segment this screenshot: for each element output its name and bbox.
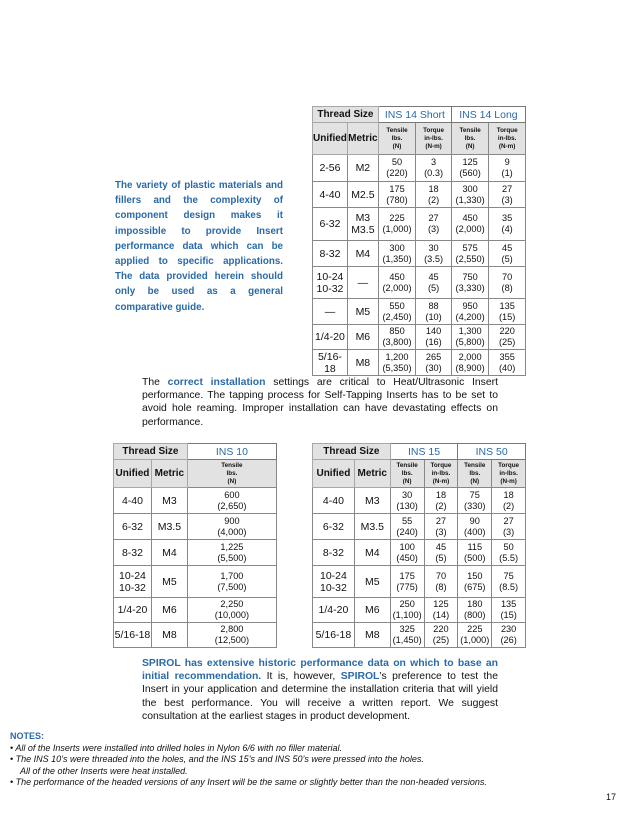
thread-size-header: Thread Size: [313, 107, 379, 123]
value-cell: 115 (500): [458, 540, 492, 566]
unified-cell: 10-24 10-32: [114, 566, 152, 598]
value-cell: 27 (3): [416, 208, 452, 241]
metric-cell: M3: [354, 488, 390, 514]
metric-cell: M4: [347, 241, 378, 267]
table-row: [313, 182, 526, 208]
metric-cell: M4: [354, 540, 390, 566]
value-cell: 950 (4,200): [451, 299, 488, 325]
value-cell: 450 (2,000): [378, 267, 415, 299]
table-row: [313, 241, 526, 267]
ins50-header: INS 50: [458, 444, 526, 460]
metric-cell: M6: [151, 598, 187, 623]
unified-cell: 8-32: [313, 540, 355, 566]
value-cell: 9 (1): [489, 155, 526, 182]
table-row: [313, 325, 526, 350]
metric-cell: M8: [151, 623, 187, 648]
table-row: [114, 514, 277, 540]
ins14-short-header: INS 14 Short: [378, 107, 451, 123]
table-row: [114, 623, 277, 648]
metric-cell: M5: [354, 566, 390, 598]
intro-paragraph: The variety of plastic materials and fillers and the complexity of component design makes it impossible to provide Insert performance data which can be applied to specific applications. The data provided herein should only be used as a general comparative guide.: [115, 180, 283, 313]
value-cell: 45 (5): [424, 540, 458, 566]
unified-cell: 10-24 10-32: [313, 267, 348, 299]
value-cell: 250 (1,100): [390, 598, 424, 623]
ins15-header: INS 15: [390, 444, 458, 460]
value-cell: 450 (2,000): [451, 208, 488, 241]
unified-cell: 1/4-20: [313, 325, 348, 350]
spirol-brand: SPIROL: [340, 671, 380, 683]
value-cell: 30 (130): [390, 488, 424, 514]
metric-cell: M2.5: [347, 182, 378, 208]
unified-cell: 4-40: [114, 488, 152, 514]
metric-cell: M2: [347, 155, 378, 182]
ins14-performance-table: [312, 106, 526, 376]
ins15-ins50-performance-table: [312, 443, 526, 648]
value-cell: 220 (25): [489, 325, 526, 350]
value-cell: 2,000 (8,900): [451, 350, 488, 376]
value-cell: 30 (3.5): [416, 241, 452, 267]
metric-cell: M8: [354, 623, 390, 648]
table-row: [313, 299, 526, 325]
ins10-performance-table: [113, 443, 277, 648]
unified-cell: 5/16-18: [114, 623, 152, 648]
value-cell: 140 (16): [416, 325, 452, 350]
unified-header: Unified: [313, 460, 355, 488]
value-cell: 50 (5.5): [492, 540, 526, 566]
table-row: [313, 208, 526, 241]
value-cell: 55 (240): [390, 514, 424, 540]
value-cell: 135 (15): [492, 598, 526, 623]
value-cell: 600 (2,650): [187, 488, 276, 514]
table-row: [313, 540, 526, 566]
value-cell: 575 (2,550): [451, 241, 488, 267]
col-label: Torque in-lbs. (N-m): [416, 123, 452, 155]
value-cell: 225 (1,000): [378, 208, 415, 241]
col-label: Torque in-lbs. (N-m): [492, 460, 526, 488]
thread-size-header: Thread Size: [313, 444, 391, 460]
thread-size-header: Thread Size: [114, 444, 188, 460]
metric-cell: M6: [354, 598, 390, 623]
table-row: [313, 155, 526, 182]
unified-cell: —: [313, 299, 348, 325]
value-cell: 230 (26): [492, 623, 526, 648]
ins10-header: INS 10: [187, 444, 276, 460]
metric-cell: M3.5: [151, 514, 187, 540]
page-number: 17: [605, 792, 616, 802]
notes-section: [10, 731, 625, 789]
note-item: • The INS 10’s were threaded into the holes, and the INS 15’s and INS 50’s were pressed into the holes.: [10, 754, 424, 765]
unified-cell: 5/16-18: [313, 350, 348, 376]
value-cell: 100 (450): [390, 540, 424, 566]
spirol-brand: SPIROL: [142, 658, 181, 669]
unified-cell: 8-32: [114, 540, 152, 566]
value-cell: 220 (25): [424, 623, 458, 648]
value-cell: 900 (4,000): [187, 514, 276, 540]
value-cell: 135 (15): [489, 299, 526, 325]
note-item: All of the other Inserts were heat installed.: [20, 765, 188, 776]
value-cell: 3 (0.3): [416, 155, 452, 182]
value-cell: 180 (800): [458, 598, 492, 623]
value-cell: 300 (1,330): [451, 182, 488, 208]
unified-cell: 6-32: [313, 514, 355, 540]
metric-cell: M4: [151, 540, 187, 566]
metric-header: Metric: [151, 460, 187, 488]
value-cell: 70 (8): [489, 267, 526, 299]
value-cell: 850 (3,800): [378, 325, 415, 350]
col-label: Torque in-lbs. (N-m): [424, 460, 458, 488]
unified-cell: 6-32: [114, 514, 152, 540]
value-cell: 175 (780): [378, 182, 415, 208]
value-cell: 50 (220): [378, 155, 415, 182]
col-label: Torque in-lbs. (N-m): [489, 123, 526, 155]
value-cell: 2,800 (12,500): [187, 623, 276, 648]
metric-cell: M8: [347, 350, 378, 376]
value-cell: 150 (675): [458, 566, 492, 598]
value-cell: 18 (2): [416, 182, 452, 208]
value-cell: 2,250 (10,000): [187, 598, 276, 623]
value-cell: 75 (8.5): [492, 566, 526, 598]
metric-cell: M5: [347, 299, 378, 325]
value-cell: 35 (4): [489, 208, 526, 241]
table-row: [114, 540, 277, 566]
unified-header: Unified: [313, 123, 348, 155]
value-cell: 70 (8): [424, 566, 458, 598]
table-row: [114, 488, 277, 514]
value-cell: 550 (2,450): [378, 299, 415, 325]
unified-cell: 8-32: [313, 241, 348, 267]
value-cell: 1,300 (5,800): [451, 325, 488, 350]
value-cell: 45 (5): [416, 267, 452, 299]
spirol-recommendation-paragraph: SPIROL has extensive historic performance data on which to base an initial recommendation. It is, however, SPIROL’s preference to test the Insert in your application and determine the installation criteria that will yield the best performance. You will receive a written report. We suggest consultation at the earliest stages in product development.: [142, 658, 498, 722]
value-cell: 75 (330): [458, 488, 492, 514]
value-cell: 325 (1,450): [390, 623, 424, 648]
metric-cell: M5: [151, 566, 187, 598]
note-item: • The performance of the headed versions of any Insert will be the same or slightly better than the non-headed versions.: [10, 777, 487, 788]
col-label: Tensile lbs. (N): [187, 460, 276, 488]
table-row: [313, 514, 526, 540]
metric-header: Metric: [354, 460, 390, 488]
value-cell: 90 (400): [458, 514, 492, 540]
unified-cell: 6-32: [313, 208, 348, 241]
unified-cell: 4-40: [313, 488, 355, 514]
metric-cell: M6: [347, 325, 378, 350]
value-cell: 27 (3): [489, 182, 526, 208]
table-row: [313, 267, 526, 299]
value-cell: 175 (775): [390, 566, 424, 598]
value-cell: 18 (2): [492, 488, 526, 514]
table-row: [313, 350, 526, 376]
value-cell: 1,225 (5,500): [187, 540, 276, 566]
value-cell: 18 (2): [424, 488, 458, 514]
unified-header: Unified: [114, 460, 152, 488]
correct-installation-highlight: correct installation: [167, 377, 266, 388]
metric-cell: M3: [151, 488, 187, 514]
value-cell: 125 (560): [451, 155, 488, 182]
notes-title: NOTES:: [10, 731, 45, 741]
unified-cell: 1/4-20: [313, 598, 355, 623]
metric-cell: —: [347, 267, 378, 299]
value-cell: 1,200 (5,350): [378, 350, 415, 376]
table-row: [114, 598, 277, 623]
value-cell: 225 (1,000): [458, 623, 492, 648]
ins14-long-header: INS 14 Long: [451, 107, 525, 123]
value-cell: 1,700 (7,500): [187, 566, 276, 598]
table-row: [313, 598, 526, 623]
unified-cell: 2-56: [313, 155, 348, 182]
col-label: Tensile lbs. (N): [451, 123, 488, 155]
unified-cell: 10-24 10-32: [313, 566, 355, 598]
col-label: Tensile lbs. (N): [390, 460, 424, 488]
metric-cell: M3.5: [354, 514, 390, 540]
value-cell: 27 (3): [492, 514, 526, 540]
metric-header: Metric: [347, 123, 378, 155]
value-cell: 27 (3): [424, 514, 458, 540]
table-row: [114, 566, 277, 598]
value-cell: 88 (10): [416, 299, 452, 325]
unified-cell: 4-40: [313, 182, 348, 208]
unified-cell: 1/4-20: [114, 598, 152, 623]
value-cell: 750 (3,330): [451, 267, 488, 299]
unified-cell: 5/16-18: [313, 623, 355, 648]
table-row: [313, 623, 526, 648]
col-label: Tensile lbs. (N): [458, 460, 492, 488]
value-cell: 265 (30): [416, 350, 452, 376]
table-row: [313, 488, 526, 514]
col-label: Tensile lbs. (N): [378, 123, 415, 155]
value-cell: 300 (1,350): [378, 241, 415, 267]
value-cell: 355 (40): [489, 350, 526, 376]
note-item: • All of the Inserts were installed into drilled holes in Nylon 6/6 with no filler material.: [10, 742, 342, 753]
installation-paragraph: The correct installation settings are critical to Heat/Ultrasonic Insert performance. The tapping process for Self-Tapping Inserts has to be set to avoid hole reaming. Improper installation can have devastating effects on performance.: [142, 377, 499, 428]
value-cell: 45 (5): [489, 241, 526, 267]
value-cell: 125 (14): [424, 598, 458, 623]
table-row: [313, 566, 526, 598]
metric-cell: M3 M3.5: [347, 208, 378, 241]
